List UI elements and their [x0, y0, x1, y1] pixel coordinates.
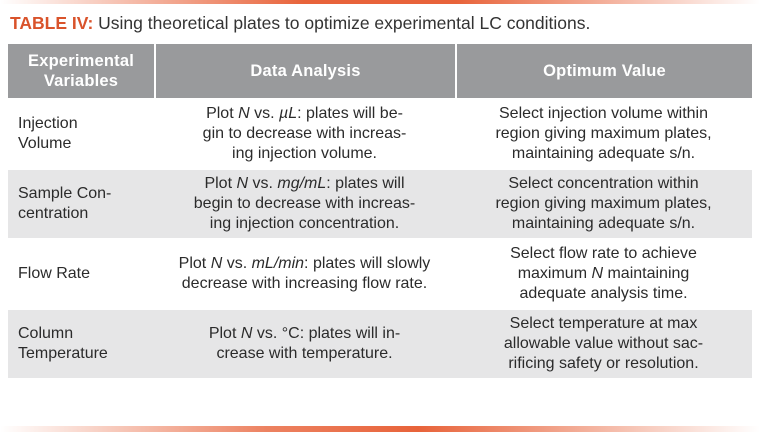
cell-line: allowable value without sac- [503, 335, 704, 352]
cell-line: Temperature [18, 345, 108, 362]
text-run: Plot [208, 325, 241, 342]
cell-line: maintaining adequate s/n. [511, 215, 696, 232]
text-run: Plot [178, 255, 211, 272]
cell-line: decrease with increasing flow rate. [181, 275, 428, 292]
cell-line [164, 254, 445, 274]
text-run-italic: N [238, 105, 250, 122]
cell-line [465, 264, 742, 284]
text-run: maintaining [603, 265, 690, 282]
text-run-italic: µL [278, 105, 298, 122]
header-experimental-variables [8, 44, 154, 98]
text-run: : plates will in- [299, 325, 401, 342]
cell-line: Volume [18, 135, 72, 152]
text-run: Plot [204, 175, 237, 192]
cell-line: maintaining adequate s/n. [511, 145, 696, 162]
text-run: vs. [249, 105, 279, 122]
cell-line: Column [18, 325, 74, 342]
cell-line: adequate analysis time. [519, 285, 688, 302]
lc-conditions-table [8, 44, 752, 378]
top-accent-line [0, 0, 760, 4]
text-run: Plot [206, 105, 239, 122]
text-run-italic: N [210, 255, 223, 272]
cell-line [164, 324, 445, 344]
cell-optimum-value [455, 308, 752, 378]
text-run: vs. [248, 175, 278, 192]
cell-line: Select injection volume within [499, 105, 708, 122]
cell-variable [8, 168, 154, 238]
cell-optimum-value [455, 98, 752, 168]
cell-line [164, 174, 445, 194]
cell-line: Select flow rate to achieve [510, 245, 697, 262]
text-run: : plates will [326, 175, 405, 192]
table-header-row [8, 44, 752, 98]
cell-line: gin to decrease with increas- [202, 125, 407, 142]
cell-line: Sample Con- [18, 185, 112, 202]
cell-variable [8, 238, 154, 308]
cell-data-analysis [154, 238, 455, 308]
caption-label: TABLE IV: [10, 13, 94, 33]
text-run: maximum [517, 265, 592, 282]
cell-line [164, 104, 445, 124]
text-run-italic: N [591, 265, 604, 282]
header-data-analysis: Data Analysis [154, 44, 455, 98]
table-caption [10, 13, 590, 34]
cell-line: centration [18, 205, 89, 222]
header-line: Experimental [27, 52, 135, 70]
header-optimum-value: Optimum Value [455, 44, 752, 98]
table-row [8, 168, 752, 238]
text-run: : plates will be- [297, 105, 403, 122]
cell-line: Select concentration within [508, 175, 699, 192]
cell-optimum-value [455, 238, 752, 308]
text-run-italic: N [240, 325, 253, 342]
cell-variable [8, 98, 154, 168]
cell-line: ing injection volume. [232, 145, 377, 162]
cell-line: rificing safety or resolution. [508, 355, 699, 372]
text-run-italic: mg/mL [277, 175, 327, 192]
text-run-italic: N [236, 175, 249, 192]
header-line: Variables [43, 72, 119, 90]
table-row [8, 308, 752, 378]
table-row [8, 238, 752, 308]
cell-line: ing injection concentration. [209, 215, 400, 232]
text-run-italic: mL/min [251, 255, 305, 272]
text-run: vs. [222, 255, 252, 272]
cell-line: Flow Rate [18, 265, 91, 282]
cell-data-analysis [154, 168, 455, 238]
cell-line: crease with temperature. [216, 345, 393, 362]
cell-line: region giving maximum plates, [495, 125, 712, 142]
cell-line: Select temperature at max [509, 315, 698, 332]
text-run: °C [281, 325, 300, 342]
caption-text: Using theoretical plates to optimize experimental LC conditions. [93, 13, 591, 33]
cell-line: region giving maximum plates, [495, 195, 712, 212]
bottom-accent-line [0, 426, 760, 432]
cell-line: begin to decrease with increas- [193, 195, 416, 212]
cell-variable [8, 308, 154, 378]
text-run: : plates will slowly [304, 255, 431, 272]
cell-optimum-value [455, 168, 752, 238]
cell-data-analysis [154, 308, 455, 378]
text-run: vs. [252, 325, 282, 342]
cell-line: Injection [18, 115, 78, 132]
cell-data-analysis [154, 98, 455, 168]
table-row [8, 98, 752, 168]
